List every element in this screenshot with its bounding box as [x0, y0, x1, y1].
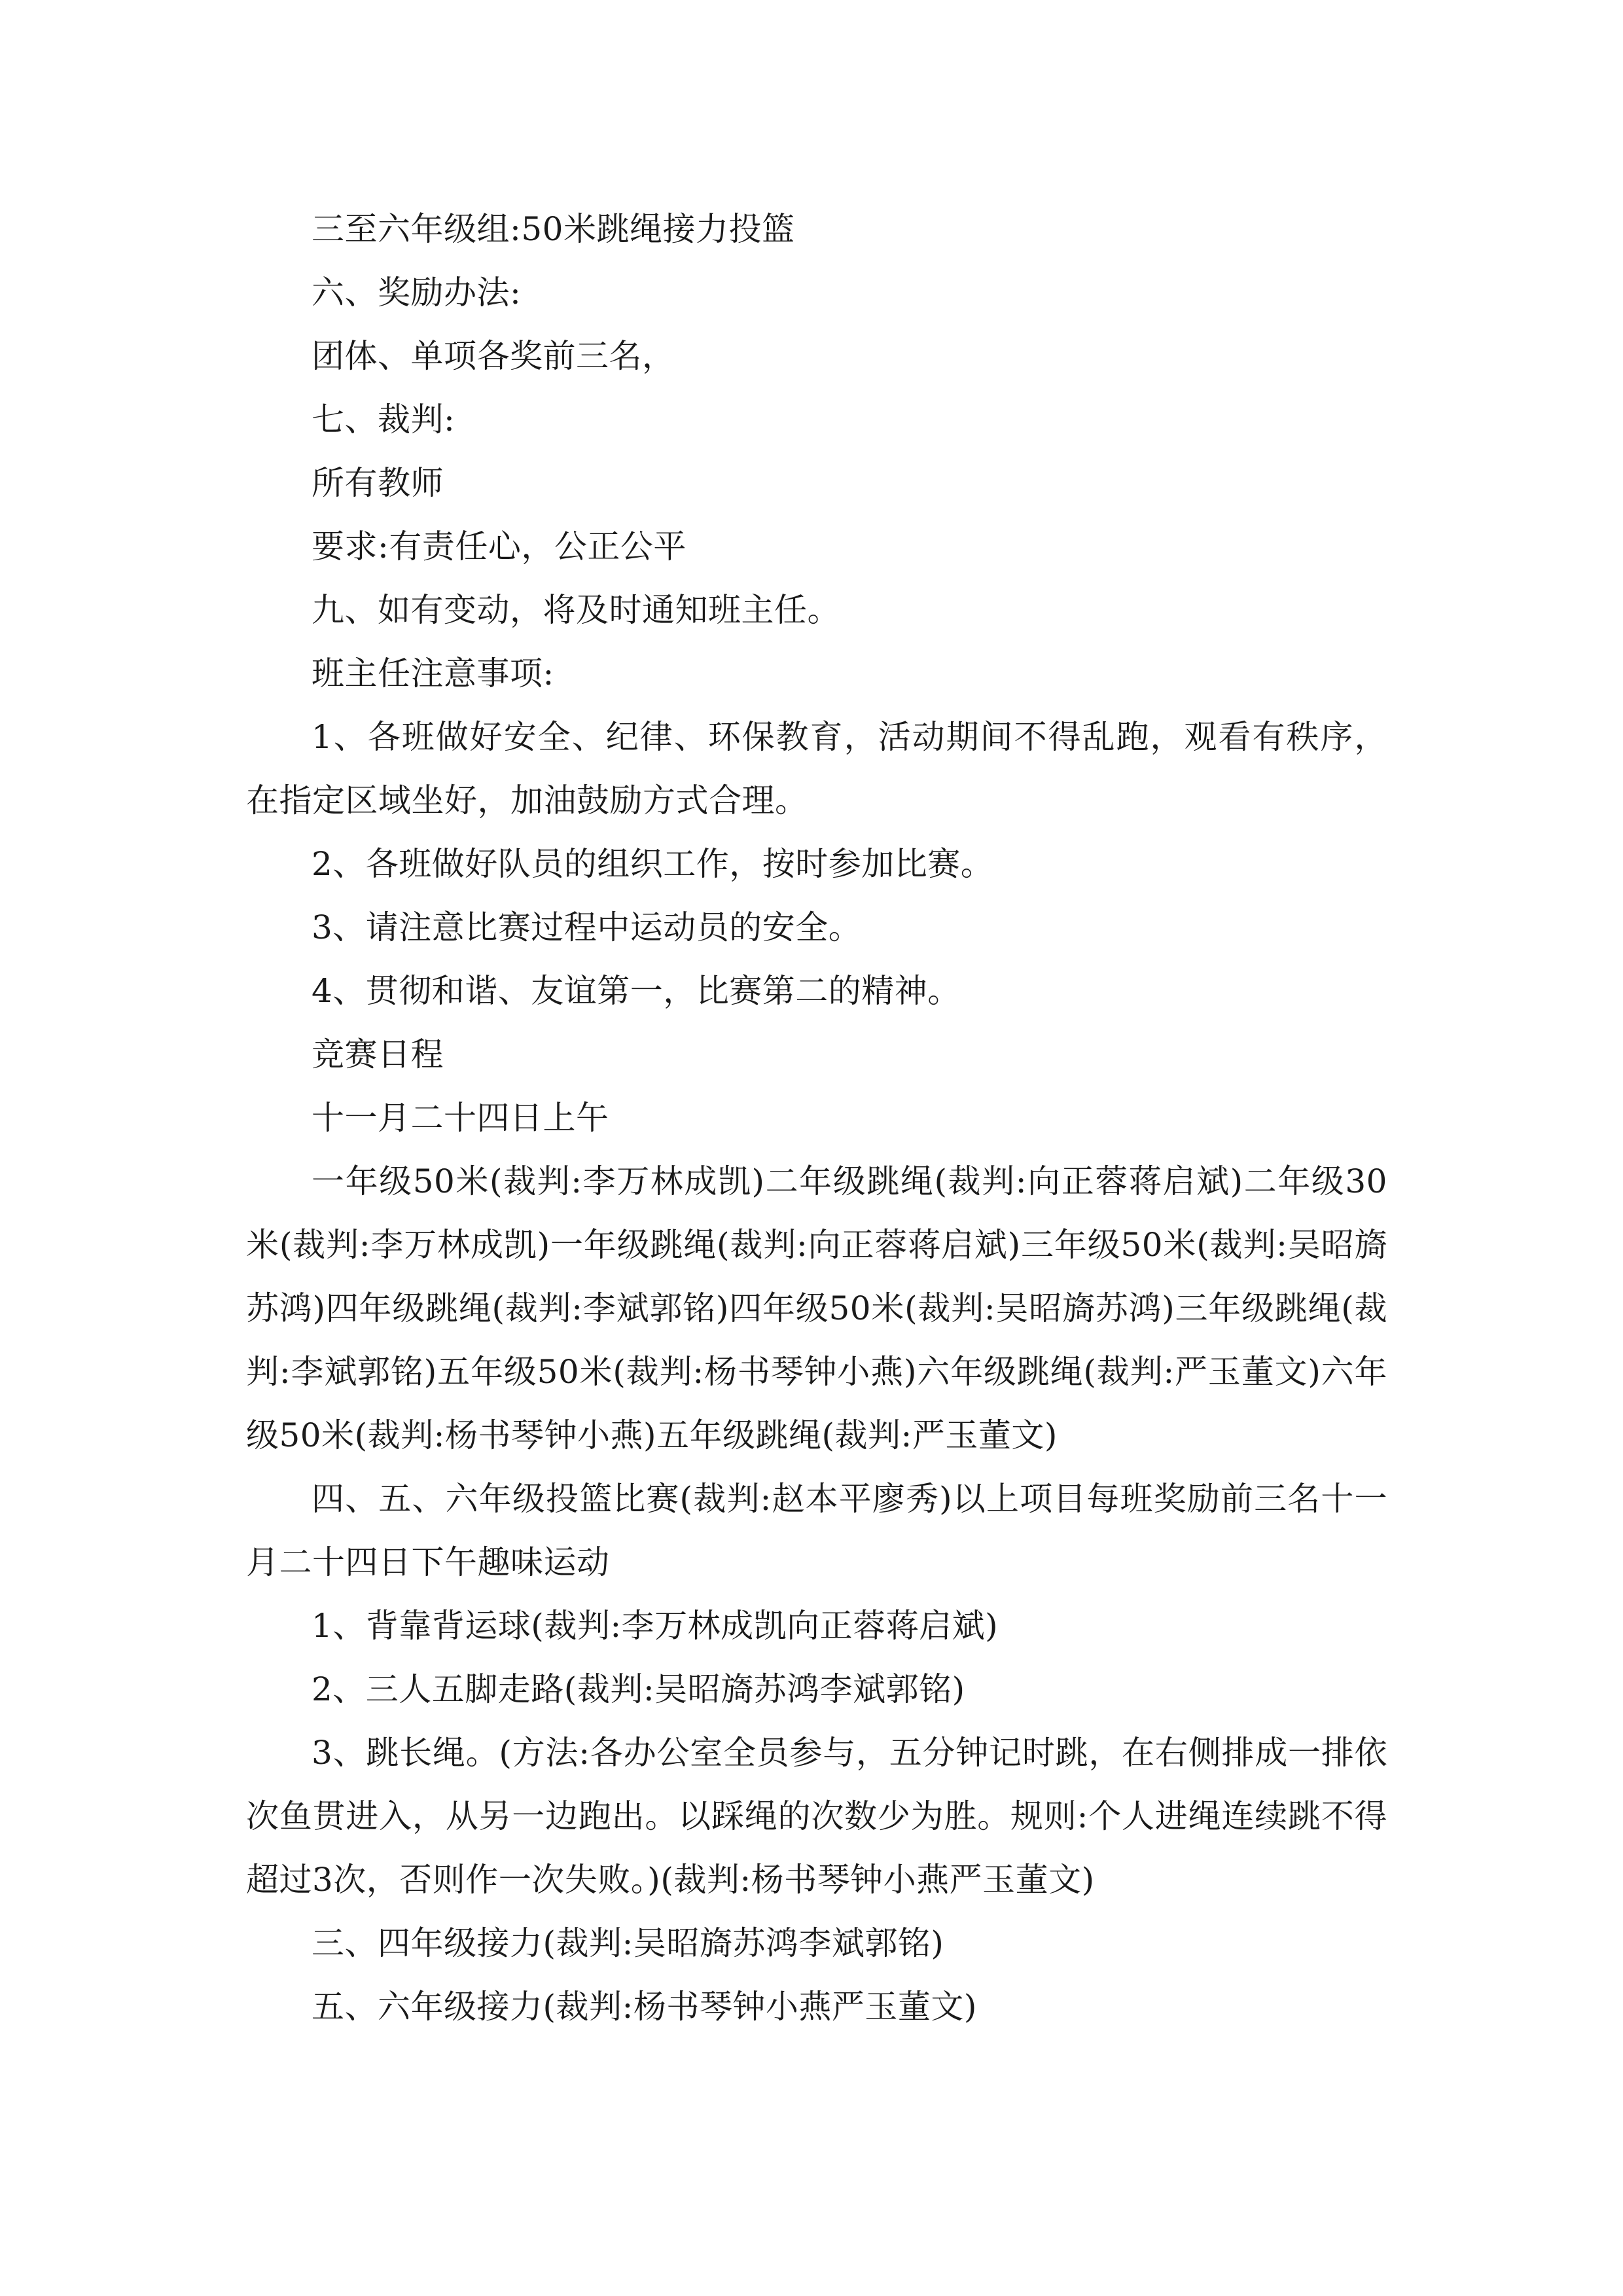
list-item: 3、请注意比赛过程中运动员的安全。 — [312, 908, 862, 946]
section-heading-notes: 班主任注意事项: — [312, 655, 554, 692]
paragraph: 三、四年级接力(裁判:吴昭旖苏鸿李斌郭铭) — [312, 1924, 944, 1962]
list-item: 2、三人五脚走路(裁判:吴昭旖苏鸿李斌郭铭) — [312, 1670, 965, 1708]
paragraph: 团体、单项各奖前三名， — [312, 337, 675, 375]
paragraph: 所有教师 — [312, 464, 444, 502]
list-item: 1、各班做好安全、纪律、环保教育，活动期间不得乱跑，观看有秩序，在指定区域坐好，加油鼓励方式合理。 — [246, 718, 1387, 819]
section-heading-changes: 九、如有变动，将及时通知班主任。 — [312, 591, 840, 629]
paragraph: 要求:有责任心，公正公平 — [312, 528, 687, 565]
paragraph: 三至六年级组:50米跳绳接力投篮 — [312, 210, 795, 248]
schedule-date: 十一月二十四日上午 — [312, 1099, 609, 1137]
list-item: 1、背靠背运球(裁判:李万林成凯向正蓉蒋启斌) — [312, 1607, 999, 1645]
list-item: 2、各班做好队员的组织工作，按时参加比赛。 — [312, 845, 994, 883]
paragraph: 五、六年级接力(裁判:杨书琴钟小燕严玉董文) — [312, 1988, 977, 2026]
section-heading-rewards: 六、奖励办法: — [312, 274, 522, 312]
section-heading-referees: 七、裁判: — [312, 401, 455, 439]
list-item: 3、跳长绳。(方法:各办公室全员参与，五分钟记时跳，在右侧排成一排依次鱼贯进入，从另一边跑出。以踩绳的次数少为胜。规则:个人进绳连续跳不得超过3次，否则作一次失败。)(裁判:杨书琴钟小燕严玉董文) — [246, 1734, 1387, 1899]
document-body — [246, 198, 1387, 2039]
schedule-paragraph: 四、五、六年级投篮比赛(裁判:赵本平廖秀)以上项目每班奖励前三名十一月二十四日下午趣味运动 — [246, 1480, 1387, 1581]
list-item: 4、贯彻和谐、友谊第一，比赛第二的精神。 — [312, 972, 961, 1010]
schedule-paragraph: 一年级50米(裁判:李万林成凯)二年级跳绳(裁判:向正蓉蒋启斌)二年级30米(裁判:李万林成凯)一年级跳绳(裁判:向正蓉蒋启斌)三年级50米(裁判:吴昭旖苏鸿)四年级跳绳(裁判:李斌郭铭)四年级50米(裁判:吴昭旖苏鸿)三年级跳绳(裁判:李斌郭铭)五年级50米(裁判:杨书琴钟小燕)六年级跳绳(裁判:严玉董文)六年级50米(裁判:杨书琴钟小燕)五年级跳绳(裁判:严玉董文) — [246, 1162, 1387, 1454]
section-heading-schedule: 竞赛日程 — [312, 1035, 444, 1073]
